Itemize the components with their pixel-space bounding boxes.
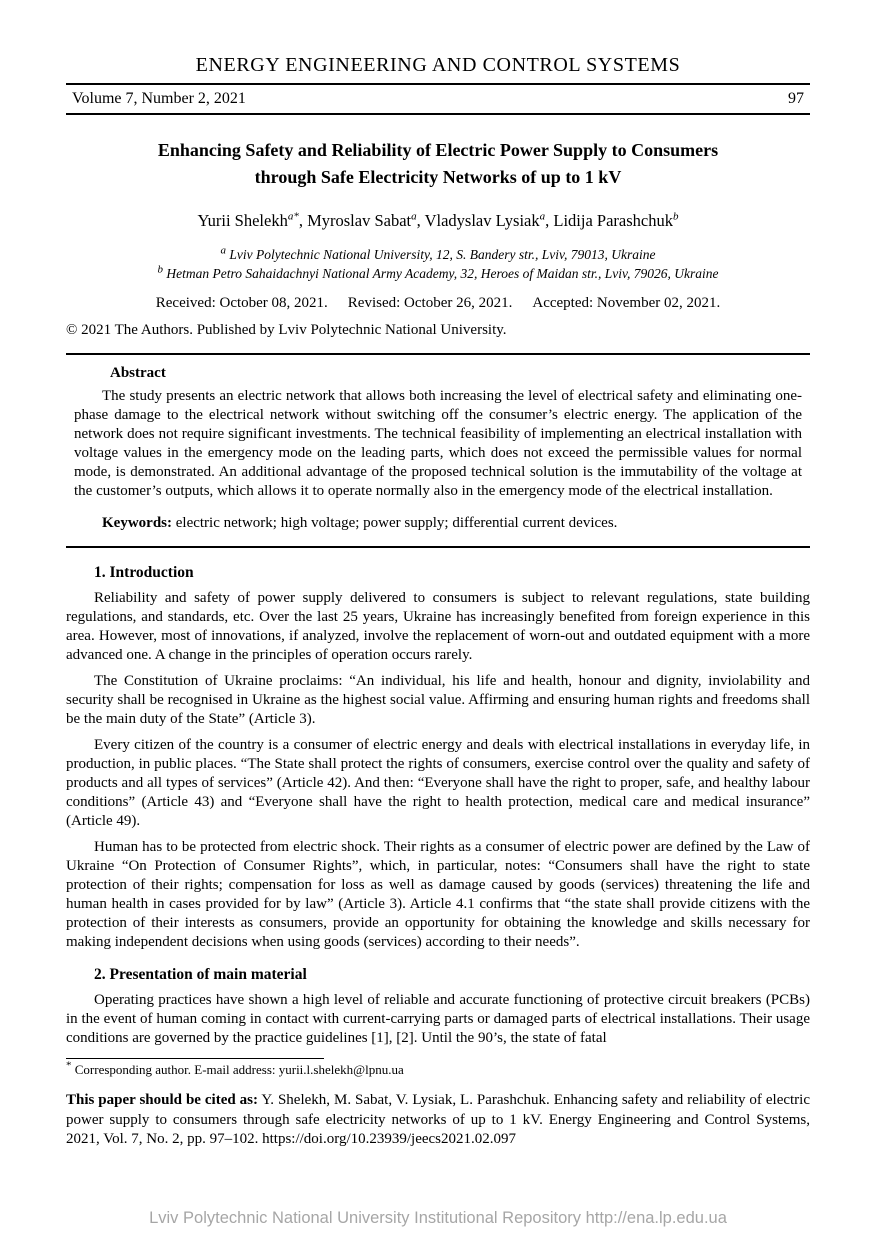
journal-title: ENERGY ENGINEERING AND CONTROL SYSTEMS [195, 54, 681, 76]
author-name: Lidija Parashchuk [553, 211, 673, 230]
accepted-date: Accepted: November 02, 2021. [532, 295, 721, 311]
corresponding-author-footnote [66, 1059, 810, 1078]
affiliation-text: Lviv Polytechnic National University, 12, S. Bandery str., Lviv, 79013, Ukraine [226, 247, 656, 262]
footnote-marker: * [66, 1059, 72, 1072]
abstract-rule-top [66, 353, 810, 355]
citation-label: This paper should be cited as: [66, 1092, 258, 1108]
article-title-line1: Enhancing Safety and Reliability of Electric Power Supply to Consumers [157, 140, 719, 160]
copyright-line: © 2021 The Authors. Published by Lviv Polytechnic National University. [66, 322, 507, 338]
affiliation-text: Hetman Petro Sahaidachnyi National Army Academy, 32, Heroes of Maidan str., Lviv, 79026, Ukraine [163, 266, 719, 281]
abstract-text: The study presents an electric network that allows both increasing the level of electrical safety and eliminating one-phase damage to the electrical network without switching off the consumer’s electric energy. The application of the network does not require significant investments. The technical feasibility of implementing an electrical installation with voltage values in the emergency mode on the leading parts, which does not exceed the permissible values for normal mode, is demonstrated. An additional advantage of the proposed technical solution is the immutability of the voltage at the customer’s outputs, which allows it to operate normally also in the emergency mode of the electrical installation. [74, 388, 802, 499]
article-title-line2: through Safe Electricity Networks of up to 1 kV [254, 167, 622, 187]
citation-block [66, 1091, 810, 1150]
author-name: Yurii Shelekh [197, 211, 288, 230]
keywords-label: Keywords: [102, 515, 172, 531]
volume-row [66, 85, 810, 113]
affiliation-mark: b [157, 263, 164, 276]
abstract-rule-bottom [66, 546, 810, 548]
author-separator: , [298, 211, 308, 230]
author-separator: , [545, 211, 554, 230]
affiliation-mark: a [220, 244, 227, 257]
paragraph: Every citizen of the country is a consumer of electric energy and deals with electrical installations in everyday life, in production, in public places. “The State shall protect the rights of consumers, exercise control over the quality and safety of products and all types of services” (Article 42). And then: “Everyone shall have the right to proper, safe, and healthy labour conditions” (Article 43) and “Everyone shall have the right to health protection, medical care and medical insurance” (Article 49). [66, 737, 810, 829]
paragraph: Human has to be protected from electric shock. Their rights as a consumer of electric power are defined by the Law of Ukraine “On Protection of Consumer Rights”, which, in particular, notes: “Consumers shall have the right to state protection of their rights; compensation for loss as well as damage caused by goods (services) threatening the life and human health in cases provided for by law” (Article 3). Article 4.1 confirms that “the state shall provide citizens with the protection of their interests as consumers, provide an opportunity for obtaining the knowledge and skills necessary for making independent decisions when using goods (services) according to their needs”. [66, 839, 810, 950]
author-separator: , [416, 211, 425, 230]
abstract-heading: Abstract [110, 365, 166, 381]
author-affiliation-mark: b [672, 210, 679, 223]
author-name: Myroslav Sabat [307, 211, 412, 230]
volume-label: Volume 7, Number 2, 2021 [72, 90, 246, 107]
repository-footer: Lviv Polytechnic National University Institutional Repository http://ena.lp.edu.ua [149, 1209, 727, 1227]
author-name: Vladyslav Lysiak [424, 211, 540, 230]
keywords-text: electric network; high voltage; power supply; differential current devices. [172, 515, 618, 531]
author-affiliation-mark: a* [287, 210, 299, 223]
affiliation-line [66, 245, 810, 264]
page-number: 97 [788, 90, 804, 107]
paragraph: Operating practices have shown a high level of reliable and accurate functioning of protective circuit breakers (PCBs) in the event of human coming in contact with current-carrying parts or damaged parts of electrical installations. Their usage conditions are governed by the practice guidelines [1], [2]. Until the 90’s, the state of fatal [66, 992, 810, 1046]
keywords-line [74, 515, 802, 532]
author-affiliation-mark: a [539, 210, 546, 223]
article-title [86, 137, 790, 191]
author-affiliation-mark: a [411, 210, 417, 223]
paragraph: The Constitution of Ukraine proclaims: “An individual, his life and health, honour and dignity, inviolability and security shall be recognised in Ukraine as the highest social value. Affirming and ensuring human rights and freedoms shall be the main duty of the State” (Article 3). [66, 673, 810, 727]
header-rule-bottom [66, 113, 810, 115]
paragraph: Reliability and safety of power supply delivered to consumers is subject to relevant regulations, state building regulations, and standards, etc. Over the last 25 years, Ukraine has increasingly benefited from foreign experience in this area. However, most of innovations, if analyzed, involve the replacement of worn-out and outdated equipment with a more advanced one. A change in the principles of operation occurs rarely. [66, 590, 810, 663]
dates-line [66, 295, 810, 312]
revised-date: Revised: October 26, 2021. [347, 295, 513, 311]
affiliations-block [66, 245, 810, 283]
affiliation-line [66, 264, 810, 283]
footnote-rule [66, 1058, 324, 1059]
authors-line [66, 211, 810, 231]
section-heading-main-material: 2. Presentation of main material [94, 966, 307, 983]
footnote-text: Corresponding author. E-mail address: yurii.l.shelekh@lpnu.ua [71, 1062, 404, 1077]
citation-text: Y. Shelekh, M. Sabat, V. Lysiak, L. Parashchuk. Enhancing safety and reliability of electric power supply to consumers through safe electricity networks of up to 1 kV. Energy Engineering and Control Systems, 2021, Vol. 7, No. 2, pp. 97–102. https://doi.org/10.23939/jeecs2021.02.097 [66, 1092, 811, 1147]
section-heading-introduction: 1. Introduction [94, 564, 194, 581]
received-date: Received: October 08, 2021. [155, 295, 328, 311]
